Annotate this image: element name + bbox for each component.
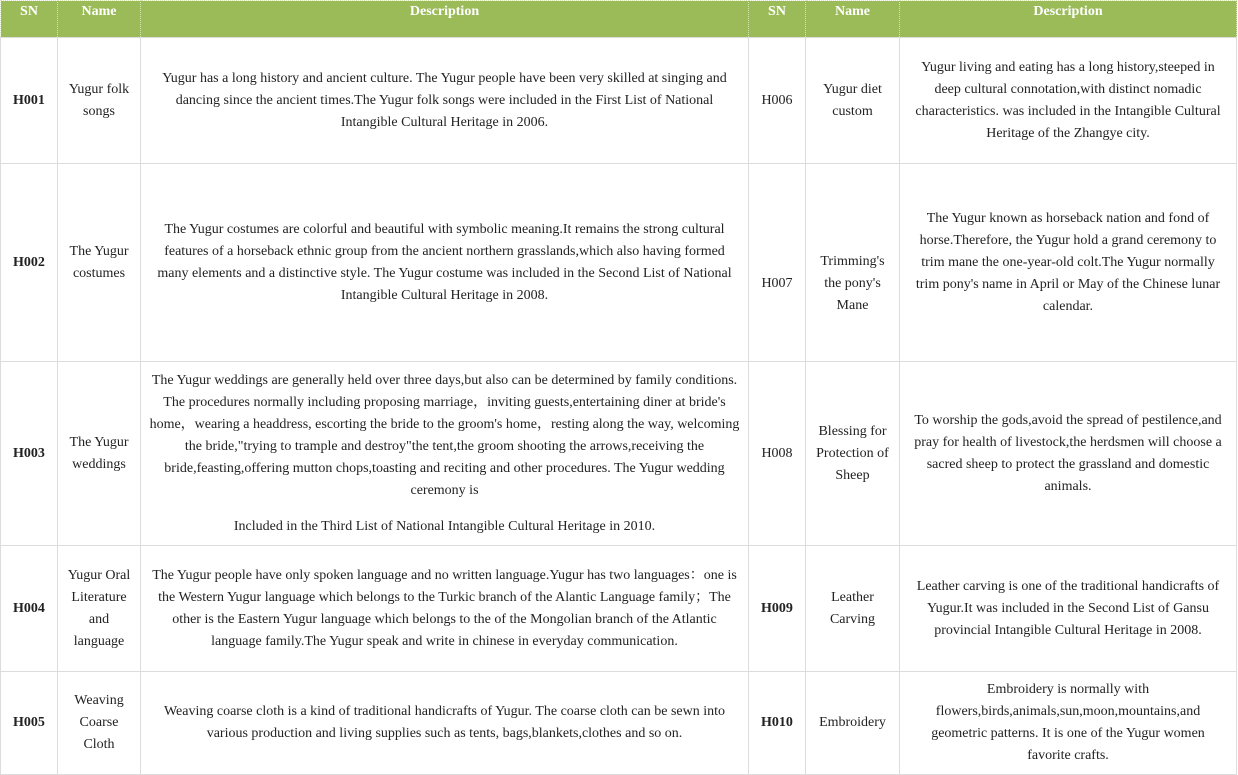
table-row [1, 546, 1237, 672]
name-cell: Trimming's the pony's Mane [806, 164, 900, 362]
description-cell: Weaving coarse cloth is a kind of traditional handicrafts of Yugur. The coarse cloth can be sewn into various production and living supplies such as tents, bags,blankets,clothes and so on. [141, 672, 749, 775]
sn-cell: H005 [1, 672, 58, 775]
header-sn-left: SN [1, 1, 58, 38]
table-row [1, 164, 1237, 362]
table-row [1, 38, 1237, 164]
name-cell: The Yugur weddings [58, 362, 141, 546]
sn-cell: H001 [1, 38, 58, 164]
description-cell: Yugur has a long history and ancient culture. The Yugur people have been very skilled at singing and dancing since the ancient times.The Yugur folk songs were included in the First List of National Intangible Cultural Heritage in 2006. [141, 38, 749, 164]
name-cell: Yugur diet custom [806, 38, 900, 164]
header-name-right: Name [806, 1, 900, 38]
description-text: The Yugur weddings are generally held over three days,but also can be determined by family conditions. The procedures normally including proposing marriage，inviting guests,entertaining diner at bride's home，wearing a headdress, escorting the bride to the groom's home，resting along the way, welcoming the bride,"trying to trample and destroy"the tent,the groom shooting the arrows,receiving the bride,feasting,offering mutton chops,toasting and reciting and other procedures. The Yugur wedding ceremony is [149, 372, 740, 498]
sn-cell: H010 [749, 672, 806, 775]
name-cell: Embroidery [806, 672, 900, 775]
name-cell: Yugur folk songs [58, 38, 141, 164]
description-text-continued: Included in the Third List of National Intangible Cultural Heritage in 2010. [233, 518, 656, 534]
header-description-right: Description [900, 1, 1237, 38]
description-cell: Leather carving is one of the traditional handicrafts of Yugur.It was included in the Second List of Gansu provincial Intangible Cultural Heritage in 2008. [900, 546, 1237, 672]
header-description-left: Description [141, 1, 749, 38]
name-cell: The Yugur costumes [58, 164, 141, 362]
description-cell: The Yugur costumes are colorful and beautiful with symbolic meaning.It remains the strong cultural features of a horseback ethnic group from the ancient northern grasslands,which also having formed many elements and a distinctive style. The Yugur costume was included in the Second List of National Intangible Cultural Heritage in 2008. [141, 164, 749, 362]
name-cell: Weaving Coarse Cloth [58, 672, 141, 775]
sn-cell: H002 [1, 164, 58, 362]
sn-cell: H006 [749, 38, 806, 164]
name-cell: Leather Carving [806, 546, 900, 672]
sn-cell: H007 [749, 164, 806, 362]
description-cell: Embroidery is normally with flowers,birds,animals,sun,moon,mountains,and geometric patterns. It is one of the Yugur women favorite crafts. [900, 672, 1237, 775]
name-cell: Blessing for Protection of Sheep [806, 362, 900, 546]
name-cell: Yugur Oral Literature and language [58, 546, 141, 672]
sn-cell: H008 [749, 362, 806, 546]
description-cell: The Yugur known as horseback nation and fond of horse.Therefore, the Yugur hold a grand ceremony to trim mane the one-year-old colt.The Yugur normally trim pony's name in April or May of the Chinese lunar calendar. [900, 164, 1237, 362]
header-name-left: Name [58, 1, 141, 38]
description-cell: To worship the gods,avoid the spread of pestilence,and pray for health of livestock,the herdsmen will choose a sacred sheep to protect the grassland and domestic animals. [900, 362, 1237, 546]
sn-cell: H003 [1, 362, 58, 546]
table-row [1, 672, 1237, 775]
sn-cell: H004 [1, 546, 58, 672]
table-row [1, 362, 1237, 546]
header-row [1, 1, 1237, 38]
description-cell: The Yugur people have only spoken language and no written language.Yugur has two languages：one is the Western Yugur language which belongs to the Turkic branch of the Alantic Language family；The other is the Eastern Yugur language which belongs to the of the Mongolian branch of the Atlantic language family.The Yugur speak and write in chinese in everyday communication. [141, 546, 749, 672]
description-cell: Yugur living and eating has a long history,steeped in deep cultural connotation,with distinct nomadic characteristics. was included in the Intangible Cultural Heritage of the Zhangye city. [900, 38, 1237, 164]
header-sn-right: SN [749, 1, 806, 38]
description-cell [141, 362, 749, 546]
sn-cell: H009 [749, 546, 806, 672]
